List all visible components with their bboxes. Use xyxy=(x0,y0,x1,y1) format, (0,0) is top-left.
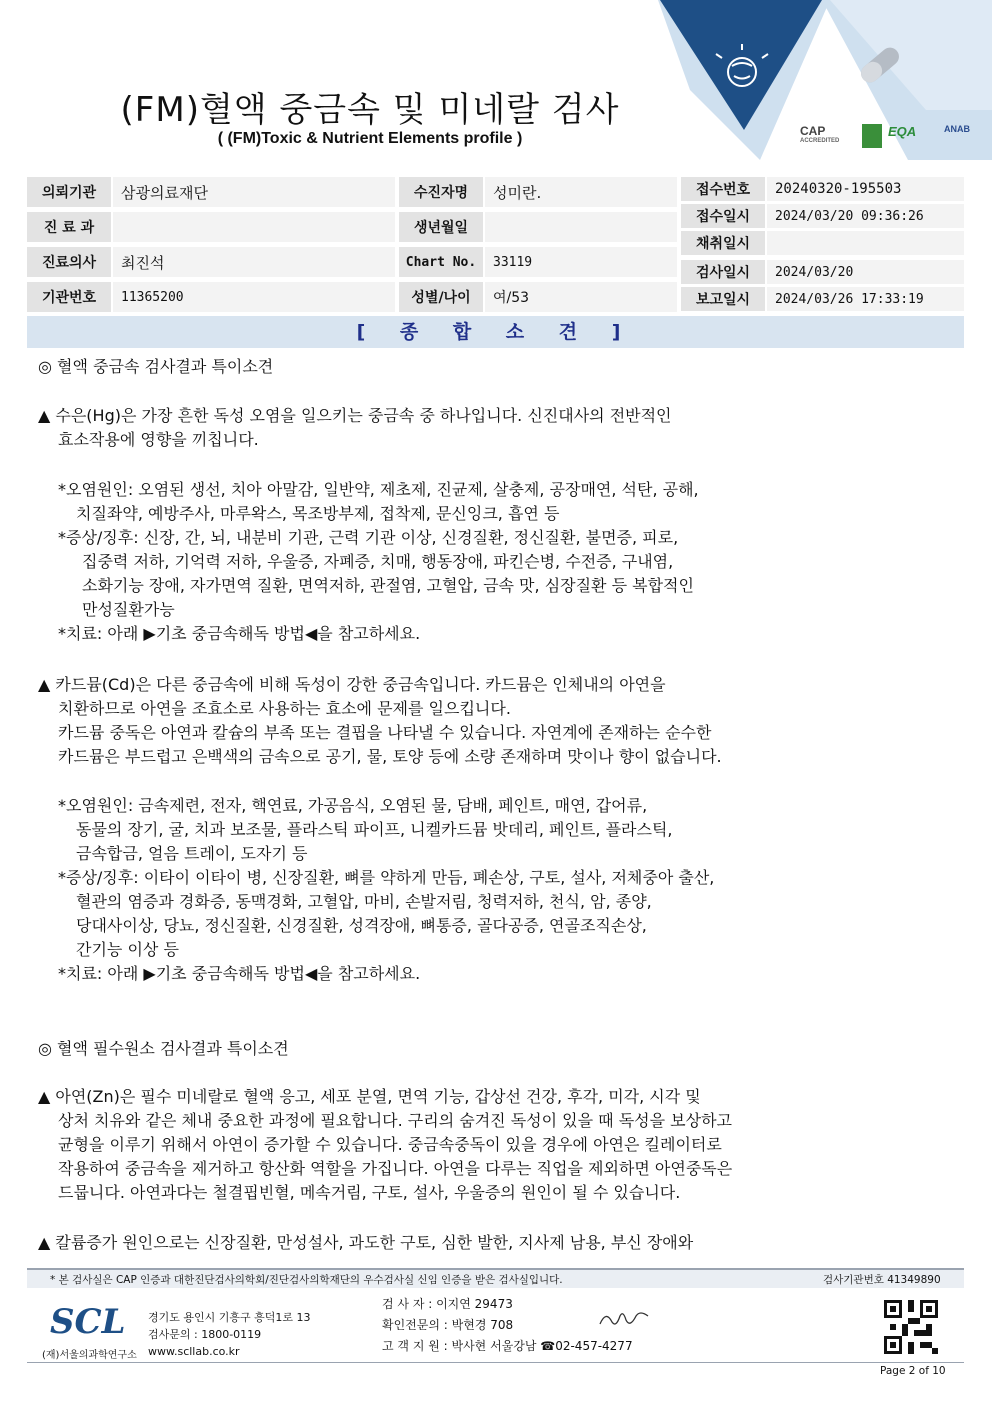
patient-info-table xyxy=(27,177,964,311)
page-title: (FM)혈액 중금속 및 미네랄 검사 xyxy=(120,90,620,130)
text-line: 균형을 이루기 위해서 아연이 증가할 수 있습니다. 중금속중독이 있을 경우에 아연은 킬레이터로 xyxy=(58,1135,722,1154)
text-line: 상처 치유와 같은 체내 중요한 과정에 필요합니다. 구리의 숨겨진 독성이 있을 때 독성을 보상하고 xyxy=(58,1111,732,1130)
text-line: *오염원인: 오염된 생선, 치아 아말감, 일반약, 제초제, 진균제, 살충제, 공장매연, 석탄, 공해, xyxy=(58,480,699,499)
info-value: 2024/03/26 17:33:19 xyxy=(767,287,964,311)
info-value: 2024/03/20 xyxy=(767,260,964,284)
text-line: 간기능 이상 등 xyxy=(76,940,179,959)
scl-logo: SCL xyxy=(50,1302,126,1342)
cap-accredited-text: ACCREDITED xyxy=(800,138,840,144)
info-label: 채취일시 xyxy=(681,231,765,255)
text-line: 드뭅니다. 아연과다는 철결핍빈혈, 메속거림, 구토, 설사, 우울증의 원인이 될 수 있습니다. xyxy=(58,1183,681,1202)
info-label: Chart No. xyxy=(399,247,483,277)
text-line: 카드뮴은 부드럽고 은백색의 금속으로 공기, 물, 토양 등에 소량 존재하며 맛이나 향이 없습니다. xyxy=(58,747,722,766)
customer-support: 고 객 지 원 : 박사현 서울강남 ☎02-457-4277 xyxy=(382,1339,633,1353)
text-line: 동물의 장기, 굴, 치과 보조물, 플라스틱 파이프, 니켈카드뮴 밧데리, 페인트, 플라스틱, xyxy=(76,820,673,839)
text-line: *치료: 아래 ▶기초 중금속해독 방법◀을 참고하세요. xyxy=(58,624,421,643)
anab-logo: ANAB xyxy=(944,124,970,134)
text-line: *증상/징후: 신장, 간, 뇌, 내분비 기관, 근력 기관 이상, 신경질환, 정신질환, 불면증, 피로, xyxy=(58,528,679,547)
certification-logos xyxy=(796,120,986,154)
signature-image xyxy=(596,1308,656,1332)
info-value: 20240320-195503 xyxy=(767,177,964,201)
text-line: 집중력 저하, 기억력 저하, 우울증, 자폐증, 치매, 행동장애, 파킨슨병, 수전증, 구내염, xyxy=(82,552,674,571)
text-line: 만성질환가능 xyxy=(82,600,175,619)
info-value: 여/53 xyxy=(485,282,677,312)
info-label: 보고일시 xyxy=(681,287,765,311)
text-line: *증상/징후: 이타이 이타이 병, 신장질환, 뼈를 약하게 만듬, 폐손상, 구토, 설사, 저체중아 출산, xyxy=(58,868,715,887)
info-value: 성미란. xyxy=(485,177,677,207)
footer-bottom-divider xyxy=(27,1362,964,1363)
info-value: 11365200 xyxy=(113,282,395,312)
text-line: *오염원인: 금속제련, 전자, 핵연료, 가공음식, 오염된 물, 담배, 페인트, 매연, 갑어류, xyxy=(58,796,648,815)
text-line: ▲ 아연(Zn)은 필수 미네랄로 혈액 응고, 세포 분열, 면역 기능, 갑상선 건강, 후각, 미각, 시각 및 xyxy=(38,1087,701,1106)
info-label: 진료의사 xyxy=(27,247,111,277)
info-value xyxy=(485,212,677,242)
footer-notice: * 본 검사실은 CAP 인증과 대한진단검사의학회/진단검사의학재단의 우수검사실 신임 인증을 받은 검사실입니다. xyxy=(50,1274,563,1286)
confirming-physician: 확인전문의 : 박현경 708 xyxy=(382,1318,514,1332)
page-subtitle: ( (FM)Toxic & Nutrient Elements profile ) xyxy=(217,130,523,147)
lab-registration-number: 검사기관번호 41349890 xyxy=(823,1274,941,1286)
text-line: ▲ 카드뮴(Cd)은 다른 중금속에 비해 독성이 강한 중금속입니다. 카드뮴은 인체내의 아연을 xyxy=(38,675,666,694)
inquiry-phone: 검사문의 : 1800-0119 xyxy=(148,1328,262,1341)
page-number: Page 2 of 10 xyxy=(880,1365,946,1377)
info-value: 최진석 xyxy=(113,247,395,277)
info-label: 기관번호 xyxy=(27,282,111,312)
info-label: 검사일시 xyxy=(681,260,765,284)
text-line: 작용하여 중금속을 제거하고 항산화 역할을 가집니다. 아연을 다루는 직업을 제외하면 아연중독은 xyxy=(58,1159,733,1178)
examiner: 검 사 자 : 이지연 29473 xyxy=(382,1297,513,1311)
info-value xyxy=(767,231,964,255)
summary-section-title: [ 종 합 소 견 ] xyxy=(27,316,964,348)
cap-logo: CAP xyxy=(800,124,826,138)
text-line: 금속합금, 얼음 트레이, 도자기 등 xyxy=(76,844,308,863)
info-value: 2024/03/20 09:36:26 xyxy=(767,204,964,228)
info-label: 접수일시 xyxy=(681,204,765,228)
info-value: 33119 xyxy=(485,247,677,277)
org-address: 경기도 용인시 기흥구 흥덕1로 13 xyxy=(148,1311,311,1324)
info-value: 삼광의료재단 xyxy=(113,177,395,207)
section-heading: ◎ 혈액 중금속 검사결과 특이소견 xyxy=(38,357,274,376)
text-line: 효소작용에 영향을 끼칩니다. xyxy=(58,430,259,449)
text-line: 치질좌약, 예방주사, 마루왁스, 목조방부제, 접착제, 문신잉크, 흡연 등 xyxy=(76,504,560,523)
text-line: 소화기능 장애, 자가면역 질환, 면역저하, 관절염, 고혈압, 금속 맛, 심장질환 등 복합적인 xyxy=(82,576,694,595)
text-line: 카드뮴 중독은 아연과 칼슘의 부족 또는 결핍을 나타낼 수 있습니다. 자연계에 존재하는 순수한 xyxy=(58,723,712,742)
text-line: 당대사이상, 당뇨, 정신질환, 신경질환, 성격장애, 뼈통증, 골다공증, 연골조직손상, xyxy=(76,916,647,935)
eqa-logo: EQA xyxy=(888,124,917,139)
info-label: 의뢰기관 xyxy=(27,177,111,207)
info-label: 진 료 과 xyxy=(27,212,111,242)
text-line: 치환하므로 아연을 조효소로 사용하는 효소에 문제를 일으킵니다. xyxy=(58,699,511,718)
qr-code-icon xyxy=(884,1300,938,1354)
org-name: (재)서울의과학연구소 xyxy=(42,1350,137,1361)
text-line: 혈관의 염증과 경화증, 동맥경화, 고혈압, 마비, 손발저림, 청력저하, 천식, 암, 종양, xyxy=(76,892,652,911)
text-line: ▲ 칼륨증가 원인으로는 신장질환, 만성설사, 과도한 구토, 심한 발한, 지사제 남용, 부신 장애와 xyxy=(38,1233,694,1252)
info-label: 생년월일 xyxy=(399,212,483,242)
info-label: 접수번호 xyxy=(681,177,765,201)
text-line: *치료: 아래 ▶기초 중금속해독 방법◀을 참고하세요. xyxy=(58,964,421,983)
info-value xyxy=(113,212,395,242)
info-label: 성별/나이 xyxy=(399,282,483,312)
text-line: ▲ 수은(Hg)은 가장 흔한 독성 오염을 일으키는 중금속 중 하나입니다. 신진대사의 전반적인 xyxy=(38,406,672,425)
website-link[interactable]: www.scllab.co.kr xyxy=(148,1345,240,1358)
info-label: 수진자명 xyxy=(399,177,483,207)
section-heading: ◎ 혈액 필수원소 검사결과 특이소견 xyxy=(38,1039,289,1058)
